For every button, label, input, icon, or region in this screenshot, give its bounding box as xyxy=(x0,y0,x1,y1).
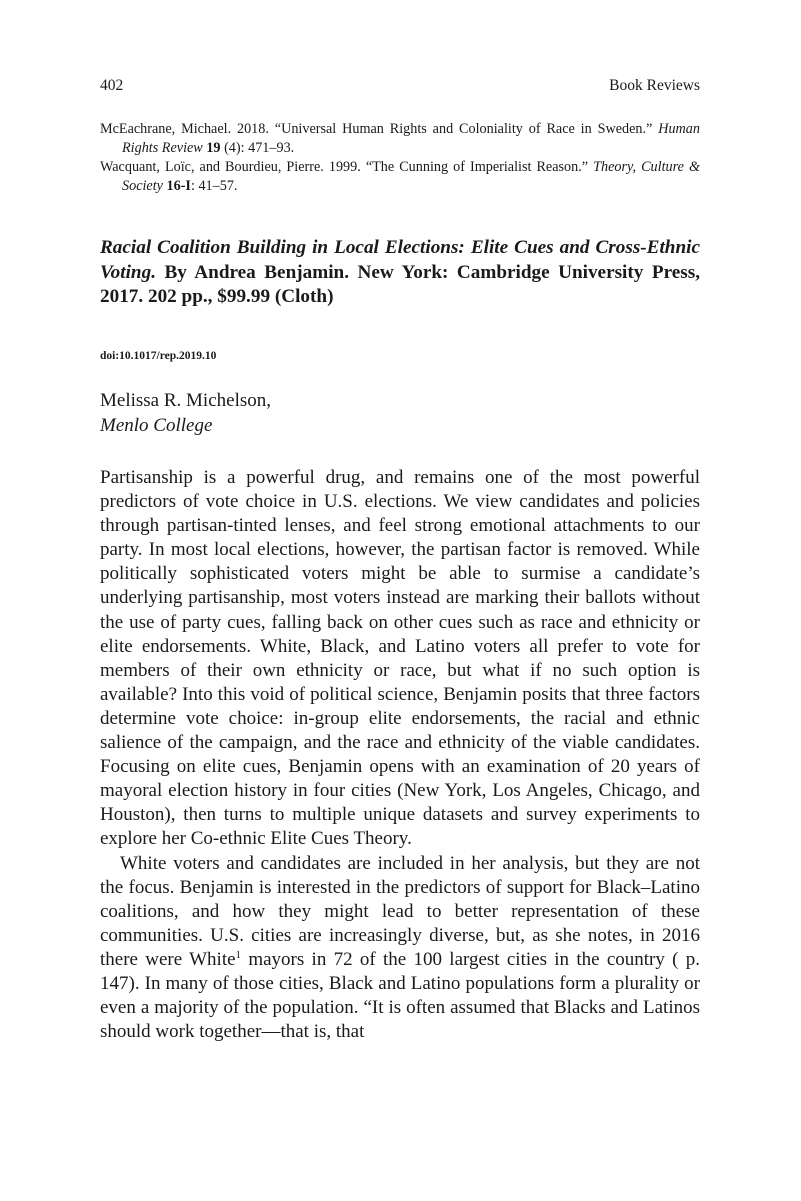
reviewer-block xyxy=(100,388,271,438)
reference-journal: Human Rights Review xyxy=(122,121,700,156)
footnote-marker[interactable]: 1 xyxy=(235,948,242,961)
running-title: Book Reviews xyxy=(609,77,700,94)
reviewer-name: Melissa R. Michelson, xyxy=(100,390,271,411)
page-number: 402 xyxy=(100,77,124,94)
reference-item: Wacquant, Loïc, and Bourdieu, Pierre. 1999. “The Cunning of Imperialist Reason.” Theory, Culture & Society 16-I: 41–57. xyxy=(100,159,700,194)
reviewer-affiliation: Menlo College xyxy=(100,415,213,436)
reference-journal: Theory, Culture & Society xyxy=(122,159,700,194)
reference-volume: 16-I xyxy=(166,178,191,194)
review-body xyxy=(100,466,700,1044)
review-heading xyxy=(100,236,700,310)
doi: doi:10.1017/rep.2019.10 xyxy=(100,350,217,362)
paragraph: Partisanship is a powerful drug, and remains one of the most powerful predictors of vote choice in U.S. elections. We view candidates and policies through partisan-tinted lenses, and feel strong emotional attachments to our party. In most local elections, however, the partisan factor is removed. While politically sophisticated voters might be able to surmise a candidate’s underlying partisanship, most voters instead are marking their ballots without the use of party cues, falling back on other cues such as race and ethnicity or elite endorsements. White, Black, and Latino voters all prefer to vote for members of their own ethnicity or race, but what if no such option is available? Into this void of political science, Benjamin posits that three factors determine vote choice: in-group elite endorsements, the racial and ethnic salience of the campaign, and the race and ethnicity of the viable candidates. Focusing on elite cues, Benjamin opens with an examination of 20 years of mayoral election history in four cities (New York, Los Angeles, Chicago, and Houston), then turns to multiple unique datasets and survey experiments to explore her Co-ethnic Elite Cues Theory. xyxy=(100,467,700,850)
paragraph: White voters and candidates are included in her analysis, but they are not the focus. Benjamin is interested in the predictors of support for Black–Latino coalitions, and how they might lead to better representation of these communities. U.S. cities are increasingly diverse, but, as she notes, in 2016 there were White$^1$ mayors in 72 of the 100 largest cities in the country ( p. 147). In many of those cities, Black and Latino populations form a plurality or even a majority of the population. “It is often assumed that Blacks and Latinos should work together—that is, that xyxy=(100,852,701,1043)
reference-item: McEachrane, Michael. 2018. “Universal Human Rights and Coloniality of Race in Sweden.” Human Rights Review 19 (4): 471–93. xyxy=(100,121,700,156)
book-title: Racial Coalition Building in Local Elections: Elite Cues and Cross-Ethnic Voting. xyxy=(100,237,700,283)
reference-volume: 19 xyxy=(206,140,221,156)
reference-list xyxy=(100,120,700,196)
book-details: By Andrea Benjamin. New York: Cambridge University Press, 2017. 202 pp., $99.99 (Cloth) xyxy=(100,261,700,307)
